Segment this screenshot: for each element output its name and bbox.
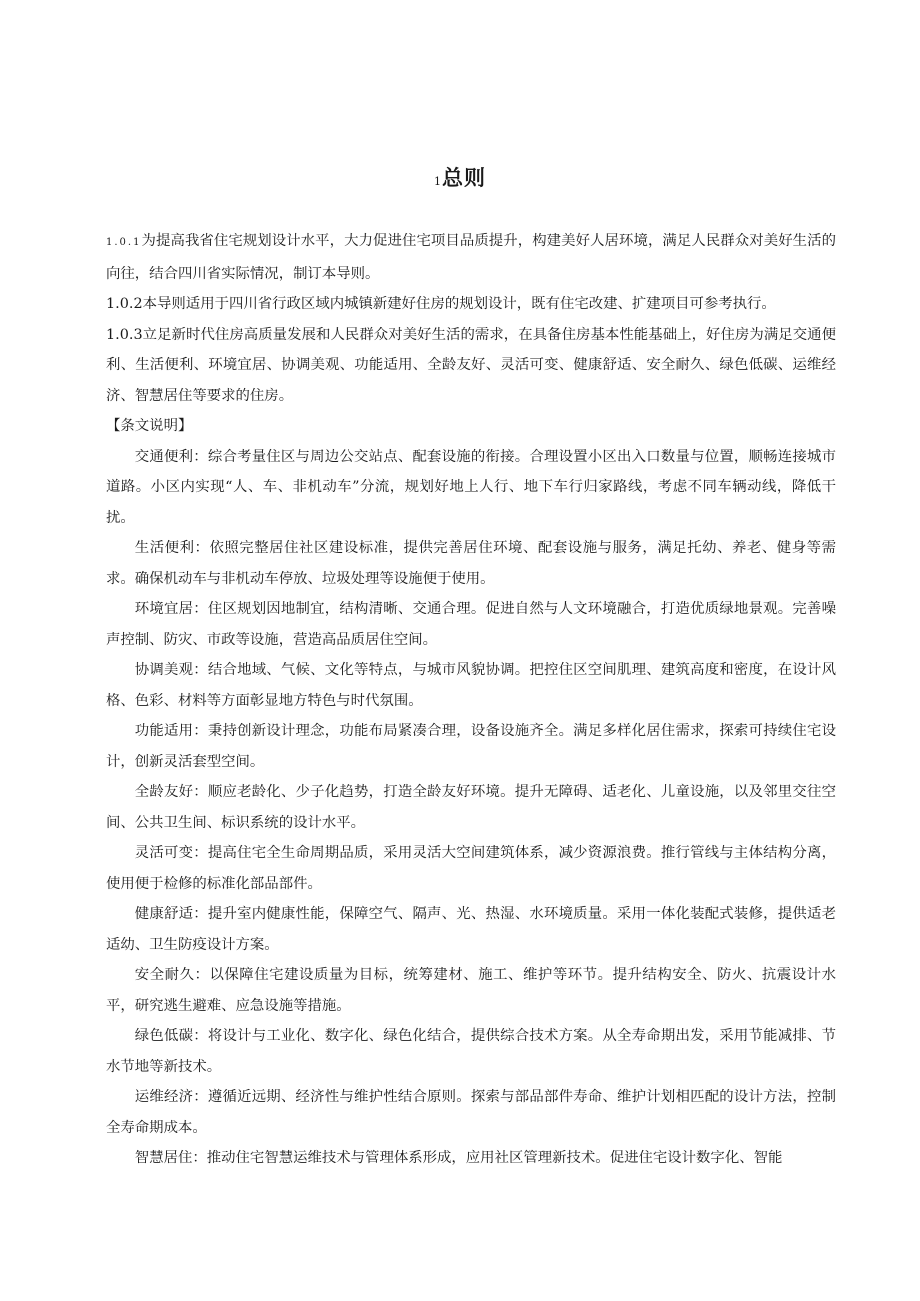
- explanation-paragraph: 灵活可变：提高住宅全生命周期品质，采用灵活大空间建筑体系，减少资源浪费。推行管线与主体结构分离，使用便于检修的标准化部品部件。: [106, 845, 836, 892]
- document-body: [106, 226, 836, 1174]
- clause-text: 为提高我省住宅规划设计水平，大力促进住宅项目品质提升，构建美好人居环境，满足人民群众对美好生活的向往，结合四川省实际情况，制订本导则。: [106, 233, 836, 282]
- explanation-paragraph: 健康舒适：提升室内健康性能，保障空气、隔声、光、热湿、水环境质量。采用一体化装配式装修，提供适老适幼、卫生防疫设计方案。: [106, 906, 836, 953]
- clause-text: 立足新时代住房高质量发展和人民群众对美好生活的需求，在具备住房基本性能基础上，好住房为满足交通便利、生活便利、环境宜居、协调美观、功能适用、全龄友好、灵活可变、健康舒适、安全耐久、绿色低碳、运维经济、智慧居住等要求的住房。: [106, 326, 836, 404]
- clause-1-0-3: [106, 320, 836, 412]
- explanation-paragraph: 功能适用：秉持创新设计理念，功能布局紧凑合理，设备设施齐全。满足多样化居住需求，探索可持续住宅设计，创新灵活套型空间。: [106, 723, 836, 770]
- explanation-paragraph: 交通便利：综合考量住区与周边公交站点、配套设施的衔接。合理设置小区出入口数量与位置，顺畅连接城市道路。小区内实现“人、车、非机动车”分流，规划好地上人行、地下车行归家路线，考虑不同车辆动线，降低干扰。: [106, 448, 836, 526]
- chapter-title-text: 总则: [442, 166, 486, 190]
- clause-1-0-2: [106, 289, 836, 320]
- chapter-number: 1: [434, 175, 441, 188]
- clause-number: 1.0.3: [106, 326, 143, 343]
- explanation-paragraph: 环境宜居：住区规划因地制宜，结构清晰、交通合理。促进自然与人文环境融合，打造优质绿地景观。完善噪声控制、防灾、市政等设施，营造高品质居住空间。: [106, 601, 836, 648]
- explanation-paragraph: 全龄友好：顺应老龄化、少子化趋势，打造全龄友好环境。提升无障碍、适老化、儿童设施，以及邻里交往空间、公共卫生间、标识系统的设计水平。: [106, 784, 836, 831]
- clause-number: 1.0.2: [106, 296, 143, 312]
- explanation-heading: 【条文说明】: [106, 418, 193, 434]
- explanation-paragraph: 安全耐久：以保障住宅建设质量为目标，统筹建材、施工、维护等环节。提升结构安全、防火、抗震设计水平，研究逃生避难、应急设施等措施。: [106, 967, 836, 1014]
- explanation-paragraph: 绿色低碳：将设计与工业化、数字化、绿色化结合，提供综合技术方案。从全寿命期出发，采用节能减排、节水节地等新技术。: [106, 1028, 836, 1075]
- explanation-paragraph: 运维经济：遵循近远期、经济性与维护性结合原则。探索与部品部件寿命、维护计划相匹配的设计方法，控制全寿命期成本。: [106, 1089, 836, 1136]
- explanation-paragraph: 生活便利：依照完整居住社区建设标准，提供完善居住环境、配套设施与服务，满足托幼、养老、健身等需求。确保机动车与非机动车停放、垃圾处理等设施便于使用。: [106, 540, 836, 587]
- clause-text: 本导则适用于四川省行政区域内城镇新建好住房的规划设计，既有住宅改建、扩建项目可参考执行。: [142, 296, 776, 312]
- clause-1-0-1: [106, 226, 836, 289]
- explanation-paragraph: 协调美观：结合地域、气候、文化等特点，与城市风貌协调。把控住区空间肌理、建筑高度和密度，在设计风格、色彩、材料等方面彰显地方特色与时代氛围。: [106, 662, 836, 709]
- explanation-paragraph: 智慧居住：推动住宅智慧运维技术与管理体系形成，应用社区管理新技术。促进住宅设计数字化、智能: [134, 1150, 783, 1166]
- chapter-title: [0, 162, 920, 192]
- clause-number: 1.0.1: [106, 237, 142, 248]
